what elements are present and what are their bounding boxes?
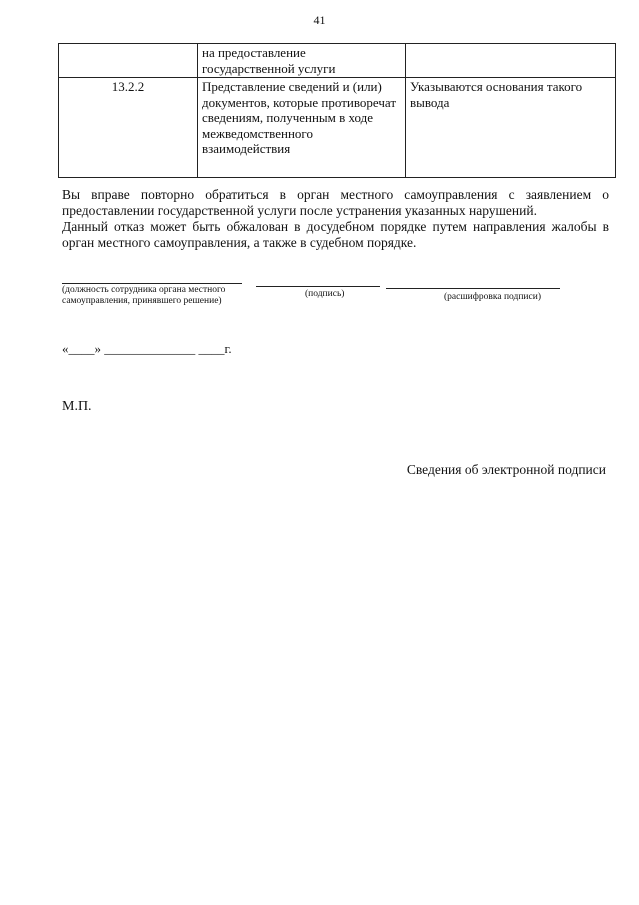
position-signature-line — [62, 283, 242, 284]
page-number: 41 — [313, 13, 326, 27]
appeal-paragraph: Данный отказ может быть обжалован в досудебном порядке путем направления жалобы в орган местного самоуправления, а также в судебном порядке. — [62, 219, 609, 250]
signature-line — [256, 286, 380, 287]
table-cell-number — [59, 44, 198, 78]
electronic-signature-info: Сведения об электронной подписи — [406, 462, 606, 477]
position-caption: (должность сотрудника органа местного самоуправления, принявшего решение) — [62, 285, 226, 306]
table-cell-reason: Указываются основания такого вывода — [406, 78, 616, 178]
table-row — [59, 44, 616, 78]
date-line: «____» ______________ ____г. — [62, 341, 232, 356]
refusal-grounds-table — [58, 43, 616, 178]
table-cell-reason — [406, 44, 616, 78]
signature-caption: (подпись) — [305, 289, 345, 299]
table-cell-criterion: Представление сведений и (или) документов, которые противоречат сведениям, полученным в ходе межведомственного взаимодействия — [198, 78, 406, 178]
table-cell-criterion: на предоставление государственной услуги — [198, 44, 406, 78]
decoding-signature-line — [386, 288, 560, 289]
reapply-paragraph: Вы вправе повторно обратиться в орган местного самоуправления с заявлением о предоставлении государственной услуги после устранения указанных нарушений. — [62, 187, 609, 218]
decoding-caption: (расшифровка подписи) — [444, 292, 541, 302]
table-cell-number: 13.2.2 — [59, 78, 198, 178]
stamp-label: М.П. — [62, 399, 92, 414]
table-row — [59, 78, 616, 178]
